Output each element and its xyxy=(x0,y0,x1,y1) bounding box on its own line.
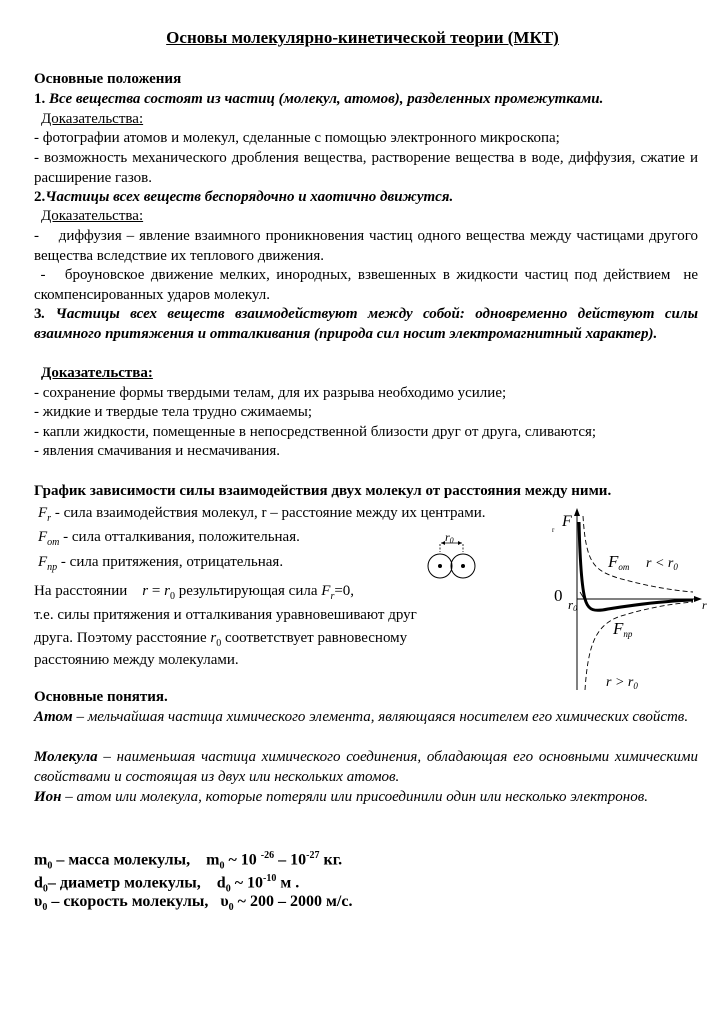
molecule-def-text: – наименьшая частица химического соединения, обладающая его основными химическими свойствами и состоящая из двух или нескольких атомов. xyxy=(34,749,698,785)
equilibrium-line-1: На расстоянии $r = r_0$ результирующая сила $F_r=0$, xyxy=(34,583,355,602)
fpr-condition: $r > r_0$ xyxy=(606,675,638,691)
atom-term: Атом xyxy=(34,709,73,725)
two-molecules-figure xyxy=(418,530,488,586)
repulsive-force-curve xyxy=(583,516,693,592)
fpr-graph-label: Fпр xyxy=(613,619,633,639)
quantity-mass: $m_0$ – масса молекулы, $m_0$ ~ 10 $^{-26} - 10^{-27}$ кг. xyxy=(34,850,343,872)
postulate-2 xyxy=(34,188,698,208)
postulate-2-proof-label: Доказательства: xyxy=(41,208,144,224)
fot-graph-label: Fот xyxy=(608,552,630,572)
fot-symbol: $F_{от}$ xyxy=(38,529,60,548)
fot-line xyxy=(38,528,300,552)
molecule-term: Молекула xyxy=(34,749,98,765)
postulate-1-proof-label: Доказательства: xyxy=(41,111,144,127)
attractive-force-curve xyxy=(585,602,693,690)
quantity-speed: $\upsilon_0$ – скорость молекулы, $\upsilon_0$ ~ 200 – 2000 м/с. xyxy=(34,893,353,914)
postulate-3-proof-4: - явления смачивания и несмачивания. xyxy=(34,443,281,459)
postulate-2-proof-2: - броуновское движение мелких, инородных, взвешенных в жидкости частиц под действием не скомпенсированных ударов молекул. xyxy=(34,267,702,303)
fpr-line xyxy=(38,553,283,577)
equilibrium-line-2: т.е. силы притяжения и отталкивания уравновешивают друг xyxy=(34,607,417,623)
basics-heading: Основные положения xyxy=(34,71,182,87)
ion-def-text: – атом или молекула, которые потеряли или присоединили один или несколько электронов. xyxy=(61,789,648,805)
postulate-2-text: Частицы всех веществ беспорядочно и хаотично движутся. xyxy=(45,189,454,205)
postulate-2-num: 2. xyxy=(34,189,46,205)
atom-definition xyxy=(34,708,698,728)
postulate-1-num: 1. xyxy=(34,91,46,107)
fot-description: - сила отталкивания, положительная. xyxy=(59,529,300,545)
molecule-definition xyxy=(34,748,698,787)
postulate-3-proof-label: Доказательства: xyxy=(41,365,153,381)
postulate-2-proof-1: - диффузия – явление взаимного проникновения частиц одного вещества между частицами другого вещества вследствие их теплового движения. xyxy=(34,228,702,264)
fpr-symbol: $F_{пр}$ xyxy=(38,554,58,573)
equilibrium-line-4: расстоянию между молекулами. xyxy=(34,652,239,668)
equilibrium-line-3: друга. Поэтому расстояние $r_0$ соответствует равновесному xyxy=(34,630,408,649)
postulate-1-text: Все вещества состоят из частиц (молекул, атомов), разделенных промежутками. xyxy=(49,91,604,107)
fot-condition: $r < r_0$ xyxy=(646,556,678,572)
ion-definition xyxy=(34,788,698,808)
origin-zero-label: 0 xyxy=(554,586,563,605)
f-axis-sub: r xyxy=(552,526,555,534)
r-axis-label: r xyxy=(702,598,707,612)
graph-heading: График зависимости силы взаимодействия двух молекул от расстояния между ними. xyxy=(34,483,612,499)
concepts-heading: Основные понятия. xyxy=(34,689,168,705)
postulate-1-proof-1: - фотографии атомов и молекул, сделанные с помощью электронного микроскопа; xyxy=(34,130,560,146)
fr-description: - сила взаимодействия молекул, r – расстояние между их центрами. xyxy=(51,505,486,521)
fr-symbol: $F_r$ xyxy=(38,505,52,524)
r0-dim-label: r0 xyxy=(445,530,454,545)
postulate-3-proof-1: - сохранение формы твердыми телам, для их разрыва необходимо усилие; xyxy=(34,385,507,401)
force-graph xyxy=(538,504,716,696)
atom-def-text: – мельчайшая частица химического элемента, являющаяся носителем его химических свойств. xyxy=(72,709,689,725)
postulate-3-proof-2: - жидкие и твердые тела трудно сжимаемы; xyxy=(34,404,312,420)
ion-term: Ион xyxy=(34,789,62,805)
quantity-diameter: $d_0-$ диаметр молекулы, $d_0$ ~ $10^{-10}$ м . xyxy=(34,873,300,895)
postulate-1 xyxy=(34,90,698,110)
fr-line xyxy=(38,504,486,528)
postulate-3-num: 3 xyxy=(34,306,42,322)
postulate-1-proof-2: - возможность механического дробления вещества, растворение вещества в воде, диффузия, сжатие и расширение газов. xyxy=(34,150,698,186)
f-axis-label: F xyxy=(562,513,572,530)
postulate-3-proof-3: - капли жидкости, помещенные в непосредственной близости друг от друга, сливаются; xyxy=(34,424,597,440)
page-title: Основы молекулярно-кинетической теории (МКТ) xyxy=(166,28,559,47)
postulate-3-text: . Частицы всех веществ взаимодействуют между собой: одновременно действуют силы взаимного притяжения и отталкивания (природа сил носит электромагнитный характер). xyxy=(34,306,698,342)
postulate-3 xyxy=(34,305,698,344)
r0-graph-label: r0 xyxy=(568,597,578,613)
fpr-description: - сила притяжения, отрицательная. xyxy=(57,554,284,570)
